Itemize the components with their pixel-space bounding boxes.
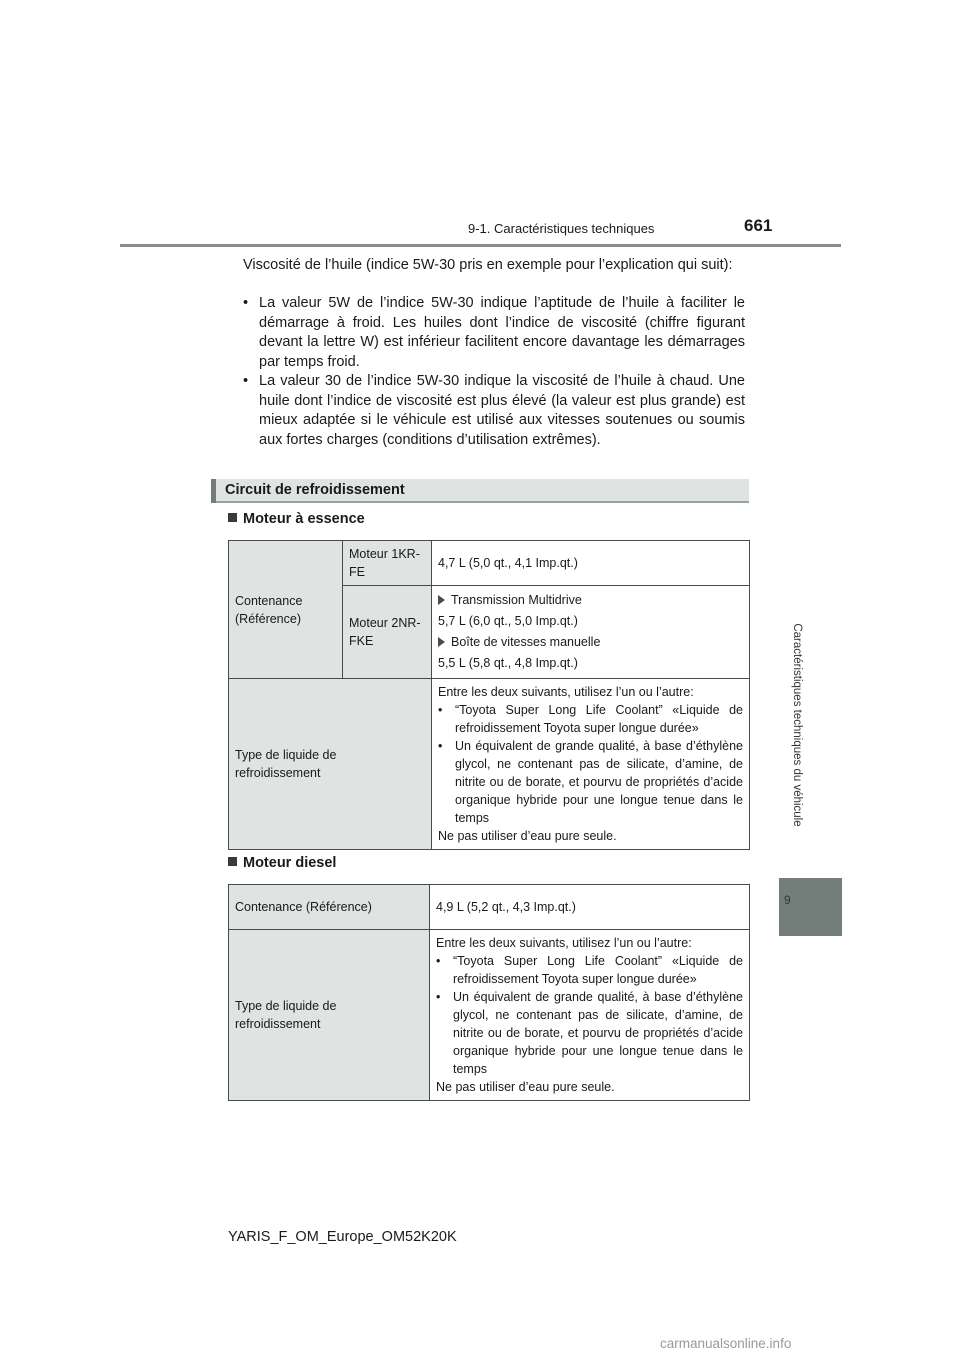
coolant-intro: Entre les deux suivants, utilisez l’un ou l’autre: bbox=[436, 936, 692, 950]
petrol-coolant-table bbox=[228, 540, 750, 850]
petrol-title: Moteur à essence bbox=[243, 511, 365, 527]
watermark: carmanualsonline.info bbox=[660, 1336, 792, 1351]
diesel-heading bbox=[228, 855, 336, 871]
coolant-option-text: “Toyota Super Long Life Coolant” «Liquide de refroidissement Toyota super longue durée» bbox=[453, 954, 743, 986]
coolant-note: Ne pas utiliser d’eau pure seule. bbox=[438, 829, 617, 843]
arrow-right-icon bbox=[438, 595, 445, 605]
intro-bullets bbox=[243, 294, 745, 450]
capacity-value: 4,9 L (5,2 qt., 4,3 Imp.qt.) bbox=[436, 900, 576, 914]
trans-manual: Boîte de vitesses manuelle bbox=[451, 635, 601, 649]
engine-1kr-value: 4,7 L (5,0 qt., 4,1 Imp.qt.) bbox=[438, 556, 578, 570]
coolant-label-cell bbox=[229, 930, 430, 1101]
side-chapter-label bbox=[786, 600, 808, 850]
bullet-text: La valeur 5W de l’indice 5W-30 indique l’aptitude de l’huile à faciliter le démarrage à froid. Les huiles dont l’indice de viscosité (chiffre figurant devant la lettre W) est inférieur facilitent encore davantage les démarrages par temps froid. bbox=[259, 295, 745, 370]
diesel-coolant-table bbox=[228, 884, 750, 1101]
document-footer: YARIS_F_OM_Europe_OM52K20K bbox=[228, 1229, 457, 1245]
coolant-option-text: Un équivalent de grande qualité, à base d’éthylène glycol, ne contenant pas de silicate, d’amine, de nitrite ou de borate, et pourvu de propriétés d’acide organique hybride pour une longue tenue dans le temps bbox=[455, 739, 743, 825]
capacity-label: Contenance (Référence) bbox=[235, 900, 372, 914]
coolant-label-cell bbox=[229, 679, 432, 850]
capacity-value-cell bbox=[430, 885, 750, 930]
capacity-label-cell bbox=[229, 541, 343, 679]
bullet-text: La valeur 30 de l’indice 5W-30 indique la viscosité de l’huile à chaud. Une huile dont l’indice de viscosité est plus élevé (la valeur est plus grande) est mieux adaptée si le véhicule est utilisé aux vitesses soutenues ou soumis aux fortes charges (conditions d’utilisation extrêmes). bbox=[259, 373, 745, 448]
bullet-item: • La valeur 30 de l’indice 5W-30 indique la viscosité de l’huile à chaud. Une huile dont l’indice de viscosité est plus élevé (la valeur est plus grande) est mieux adaptée si le véhicule est utilisé aux vitesses soutenues ou soumis aux fortes charges (conditions d’utilisation extrêmes). bbox=[243, 373, 745, 448]
chapter-tab bbox=[779, 878, 842, 936]
coolant-label: Type de liquide de refroidissement bbox=[235, 999, 337, 1031]
side-chapter-text: Caractéristiques techniques du véhicule bbox=[791, 623, 803, 827]
section-title: Circuit de refroidissement bbox=[225, 482, 405, 498]
engine-value-cell bbox=[432, 541, 750, 586]
capacity-label-cell bbox=[229, 885, 430, 930]
coolant-option: • “Toyota Super Long Life Coolant” «Liquide de refroidissement Toyota super longue durée» bbox=[436, 954, 743, 986]
coolant-option-text: Un équivalent de grande qualité, à base d’éthylène glycol, ne contenant pas de silicate, d’amine, de nitrite ou de borate, et pourvu de propriétés d’acide organique hybride pour une longue tenue dans le temps bbox=[453, 990, 743, 1076]
intro-text: Viscosité de l’huile (indice 5W-30 pris en exemple pour l’explication qui suit): bbox=[243, 257, 733, 273]
section-header: 9-1. Caractéristiques techniques bbox=[468, 221, 655, 236]
coolant-value-cell bbox=[432, 679, 750, 850]
capacity-label: Contenance (Référence) bbox=[235, 593, 303, 626]
diesel-title: Moteur diesel bbox=[243, 855, 337, 871]
engine-cell bbox=[343, 541, 432, 586]
coolant-label: Type de liquide de refroidissement bbox=[235, 748, 337, 780]
coolant-option-text: “Toyota Super Long Life Coolant” «Liquide de refroidissement Toyota super longue durée» bbox=[455, 703, 743, 735]
coolant-note: Ne pas utiliser d’eau pure seule. bbox=[436, 1080, 615, 1094]
section-title-bar bbox=[211, 479, 749, 503]
trans-manual-value: 5,5 L (5,8 qt., 4,8 Imp.qt.) bbox=[438, 656, 578, 670]
square-bullet-icon bbox=[228, 857, 237, 866]
chapter-number: 9 bbox=[784, 893, 791, 907]
coolant-value-cell bbox=[430, 930, 750, 1101]
petrol-heading bbox=[228, 511, 365, 527]
engine-value-cell bbox=[432, 586, 750, 679]
coolant-option: • Un équivalent de grande qualité, à base d’éthylène glycol, ne contenant pas de silicate, d’amine, de nitrite ou de borate, et pourvu de propriétés d’acide organique hybride pour une longue tenue dans le temps bbox=[438, 739, 743, 825]
page-number: 661 bbox=[744, 216, 773, 235]
engine-1kr: Moteur 1KR-FE bbox=[349, 547, 420, 579]
coolant-intro: Entre les deux suivants, utilisez l’un ou l’autre: bbox=[438, 685, 694, 699]
trans-multidrive-value: 5,7 L (6,0 qt., 5,0 Imp.qt.) bbox=[438, 614, 578, 628]
trans-multidrive: Transmission Multidrive bbox=[451, 593, 582, 607]
arrow-right-icon bbox=[438, 637, 445, 647]
intro-paragraph bbox=[243, 256, 745, 276]
engine-2nr: Moteur 2NR-FKE bbox=[349, 616, 421, 648]
coolant-option: • Un équivalent de grande qualité, à base d’éthylène glycol, ne contenant pas de silicate, d’amine, de nitrite ou de borate, et pourvu de propriétés d’acide organique hybride pour une longue tenue dans le temps bbox=[436, 990, 743, 1076]
coolant-option: • “Toyota Super Long Life Coolant” «Liquide de refroidissement Toyota super longue durée» bbox=[438, 703, 743, 735]
header-rule bbox=[120, 244, 841, 247]
square-bullet-icon bbox=[228, 513, 237, 522]
engine-cell bbox=[343, 586, 432, 679]
bullet-item: • La valeur 5W de l’indice 5W-30 indique l’aptitude de l’huile à faciliter le démarrage à froid. Les huiles dont l’indice de viscosité (chiffre figurant devant la lettre W) est inférieur facilitent encore davantage les démarrages par temps froid. bbox=[243, 295, 745, 370]
